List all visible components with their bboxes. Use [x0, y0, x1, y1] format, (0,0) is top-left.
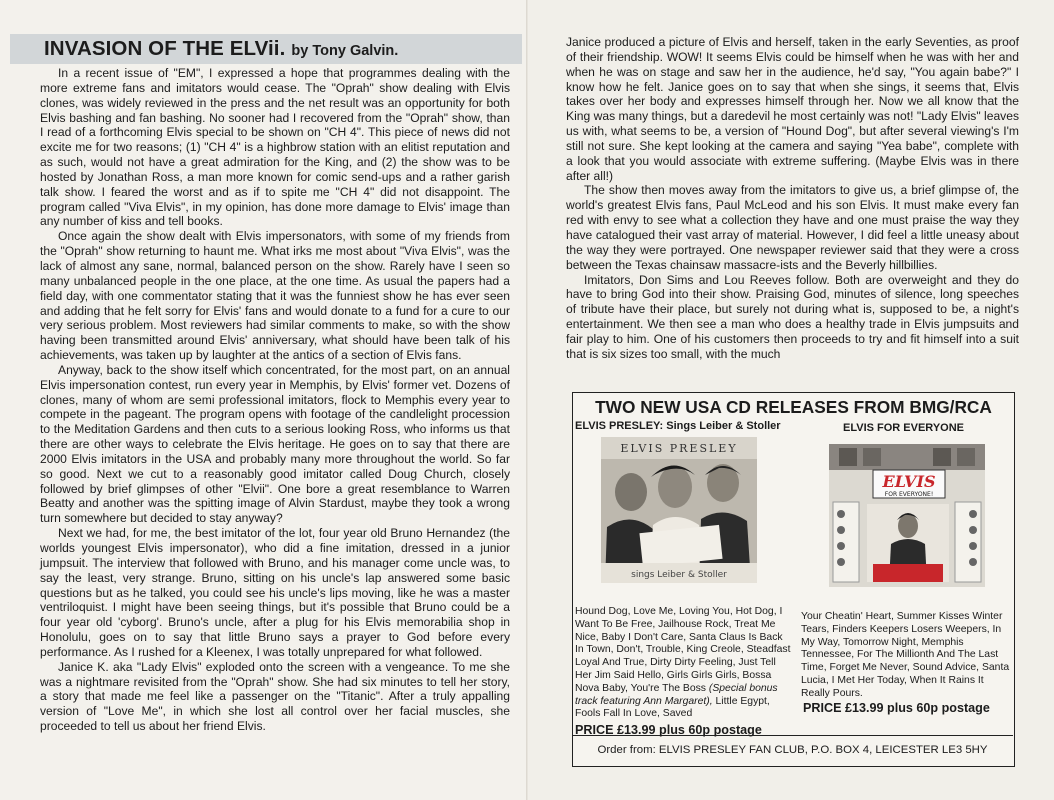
cover-photo-illustration [601, 437, 757, 583]
cd-release-advert [572, 392, 1015, 767]
tracklist-bonus-note: (Special bonus track featuring Ann Margaret), [575, 682, 778, 707]
paragraph: In a recent issue of "EM", I expressed a hope that programmes dealing with the more extreme fans and imitators would cease. The "Oprah" show dealing with Elvis clones, was widely reviewed in the press and the net result was an opportunity for both Elvis bashing and fan bashing. No sooner had I recovered from the "Oprah" show, than I read of a forthcoming Elvis special to be shown on "CH 4". This piece of news did not excite me for two reasons; (1) "CH 4" is a highbrow station with an elitist reputation and as such, would not have a great admiration for the King, and (2) the show was to be hosted by Jonathan Ross, a man more known for comic send-ups and a rather garish talk show. I feared the worst and as if to spite me "CH 4" did not disappoint. The program called "Viva Elvis", in my opinion, has done more damage to Elvis' image than any number of kiss and tell books. [40, 66, 510, 229]
paragraph: The show then moves away from the imitators to give us, a brief glimpse of, the world's greatest Elvis fans, Paul McLeod and his son Elvis. It must make every fan red with envy to see what a collection they have and one must praise the way they have catalogued their vast array of material. However, I did feel a little uneasy about the way they were portrayed. One newspaper reviewer said that they were a cross between the Texas chainsaw massacre-ists and the Beverly hillbillies. [566, 183, 1019, 272]
tracklist-text: Hound Dog, Love Me, Loving You, Hot Dog, I Want To Be Free, Jailhouse Rock, Treat Me Nice, Baby I Don't Care, Santa Claus Is Back In Town, Don't, Trouble, King Creole, Steadfast Loyal And True, Dirty Dirty Feeling, Just Tell Her Jim Said Hello, Girls Girls Girls, Bossa Nova Baby, You're The Boss [575, 606, 791, 694]
advert-headline: TWO NEW USA CD RELEASES FROM BMG/RCA [595, 397, 992, 417]
paragraph: Janice produced a picture of Elvis and herself, taken in the early Seventies, as proof of their friendship. WOW! It seems Elvis could be himself when he was with her and when he was on stage and saw her in the audience, he'd say, "You again babe?" I know how he felt. Janice goes on to say that when she sings, it seems that, Elvis takes over her body and expresses himself through her. Now we all know that the King was many things, but a daredevil he most certainly was not! "Lady Elvis" leaves us with, what seems to be, a version of "Hound Dog", but after several viewing's I'm still not sure. She kept looking at the camera and saying "Yea babe", complete with a look that you would associate with extreme suffering. (Maybe Elvis was in there after all!) [566, 35, 1019, 183]
album-cover-elvis-for-everyone [829, 444, 985, 587]
paragraph: Once again the show dealt with Elvis impersonators, with some of my friends from the "Oprah" show returning to haunt me. What irks me most about "Viva Elvis", was the lack of almost any sane, normal, balanced person on the show. Rarely have I seen so many unbalanced people in the one place, at the one time. As usual the papers had a field day, with one commentator stating that it was the funniest show he has ever seen and adding that he felt sorry for Elvis' fans and would donate to a fund for a cure to our very serious problem. Most reviewers had similar comments to make, so with the show having been transmitted around Elvis' anniversary, what should have been talk of his achievements, was taken up by laughter at the antics of a section of Elvis fans. [40, 229, 510, 363]
price-elvis-for-everyone: PRICE £13.99 plus 60p postage [803, 701, 990, 715]
order-address: Order from: ELVIS PRESLEY FAN CLUB, P.O. BOX 4, LEICESTER LE3 5HY [572, 735, 1013, 765]
album-cover-leiber-stoller [601, 437, 757, 583]
article-headline: INVASION OF THE ELVii. [44, 37, 286, 60]
tracklist-text-end: Little Egypt, Fools Fall In Love, Saved [575, 695, 770, 720]
article-title [44, 37, 398, 61]
price-leiber-stoller: PRICE £13.99 plus 60p postage [575, 723, 762, 737]
cover-logo-subtext: FOR EVERYONE! [884, 491, 934, 498]
paragraph: Next we had, for me, the best imitator of the lot, four year old Bruno Hernandez (the worlds youngest Elvis impersonator), who did a fine imitation, dressed in a junior jumpsuit. The interview that followed with Bruno, and his manager come uncle was, to say the least, very strange. Bruno, sitting on his uncle's lap answered some basic questions but as he talked, you could see his uncle's lips moving, like he was a master ventriloquist. I might have been seeing things, but it's possible that Bruno could be a four year old 'cyborg'. Bruno's uncle, after a plug for his Elvis memorabilia shop in Honolulu, goes on to say that little Bruno says a prayer to God before every performance. As I rushed for a Kleenex, I was totally unprepared for what followed. [40, 526, 510, 659]
right-text-column [566, 35, 1019, 362]
paragraph: Anyway, back to the show itself which concentrated, for the most part, on an annual Elvis impersonation contest, run every year in Memphis, by Elvis' former vet. Dozens of clones, many of whom are semi professional imitators, flock to Memphis every year to compete in the pageant. The program opens with footage of the candlelight procession to the Meditation Gardens and then cuts to a serious looking Ross, who informs us that there are other ways to celebrate the Elvis heritage. He goes on to say that there are 2000 Elvis imitators in the USA and probably many more throughout the world. So far so good. Next we cut to a reasonably good imitator called Doug Church, closely followed by brief glimpses of other "Elvii". One bore a great resemblance to Warren Beatty and another was the spitting image of Alvin Stardust, maybe they took a wrong turn somewhere but decided to stay anyway? [40, 362, 510, 526]
tracklist-elvis-for-everyone: Your Cheatin' Heart, Summer Kisses Winter Tears, Finders Keepers Losers Weepers, In My Way, Tomorrow Night, Memphis Tennessee, For The Millionth And The Last Time, Forget Me Never, Sound Advice, Santa Lucia, I Met Her Today, When It Rains It Really Pours. [801, 611, 1010, 699]
tracklist-leiber-stoller [575, 606, 793, 721]
cover-title-text: ELVIS PRESLEY [620, 442, 738, 455]
paragraph: Janice K. aka "Lady Elvis" exploded onto the screen with a vengeance. To me she was a nightmare revisited from the "Oprah" show. She had six minutes to tell her story, a story that made me feel like a passenger on the "Titanic". After a truly appalling version of "Love Me", in which she lost all control over her facial muscles, she proceeded to tell us about her friend Elvis. [40, 659, 510, 734]
paragraph: Imitators, Don Sims and Lou Reeves follow. Both are overweight and they do have to bring God into their show. Praising God, minutes of silence, long speeches of tribute have their place, but surely not during what is, supposed to be, a night's entertainment. We then see a man who does a healthy trade in Elvis jumpsuits and fair play to him. One of his customers then proceeds to try and fit himself into a suit that is six sizes too small, with the much [566, 272, 1019, 361]
release-title-elvis-for-everyone: ELVIS FOR EVERYONE [843, 422, 965, 434]
release-title-leiber-stoller: ELVIS PRESLEY: Sings Leiber & Stoller [575, 420, 781, 432]
cover-subtitle-text: sings Leiber & Stoller [631, 570, 727, 580]
right-page [530, 0, 1054, 800]
article-byline: by Tony Galvin. [291, 43, 399, 59]
cover-illustration [829, 444, 985, 587]
left-text-column [40, 66, 510, 734]
cover-logo-text: ELVIS [882, 472, 936, 491]
